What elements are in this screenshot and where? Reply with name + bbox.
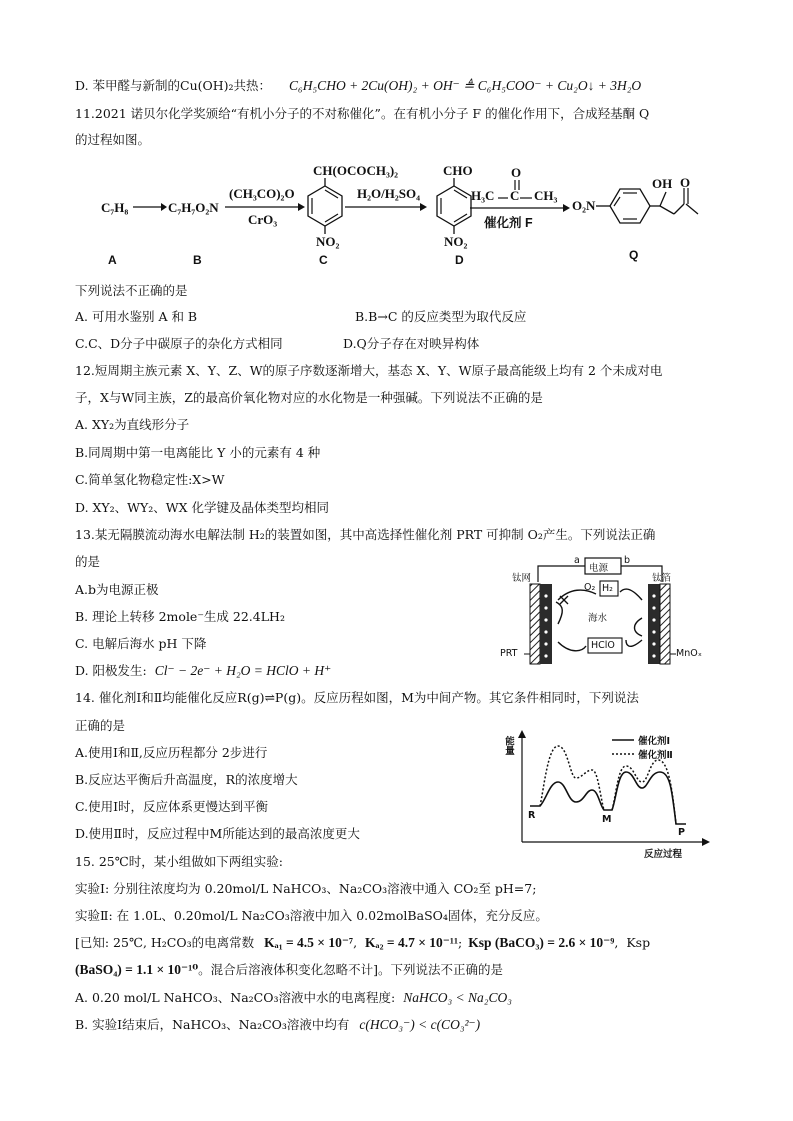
point-r-label: R [528, 810, 536, 821]
reagent-1-bottom: CrO₃ [248, 212, 278, 227]
q14-stem-2: 正确的是 [75, 718, 126, 733]
q14-option-c: C.使用Ⅰ时，反应体系更慢达到平衡 [75, 799, 269, 814]
q15-option-a-relation: NaHCO₃ < Na₂CO₃ [403, 990, 512, 1005]
mnox-label: MnOₓ [676, 648, 702, 659]
arrow-c-d [345, 200, 427, 214]
electrolysis-cell-diagram [500, 552, 700, 670]
titanium-foil-label: 钛箔 [652, 573, 672, 584]
q13-option-b: B. 理论上转移 2mole⁻生成 22.4LH₂ [75, 609, 285, 624]
acetone-oxygen: O [511, 165, 522, 180]
q11-option-b: B.B→C 的反应类型为取代反应 [355, 309, 527, 324]
q12-stem-2: 子，X与W同主族，Z的最高价氧化物对应的水化物是一种强碱。下列说法不正确的是 [75, 390, 543, 405]
hydrogen-label: H₂ [602, 583, 613, 594]
q15-experiment-1: 实验Ⅰ: 分别往浓度均为 0.20mol/L NaHCO₃、Na₂CO₃溶液中通入 CO₂至 pH=7; [75, 881, 537, 896]
ksp-baco3-value: Ksp (BaCO₃) = 2.6 × 10⁻⁹ [468, 935, 615, 950]
label-q: Q [629, 248, 639, 262]
q12-option-b: B.同周期中第一电离能比 Y 小的元素有 4 种 [75, 445, 321, 460]
ksp-baso4-value: (BaSO₄) = 1.1 × 10⁻¹⁰ [75, 962, 199, 977]
acetone-left-methyl: H₃C [471, 188, 495, 203]
arrow-a-b [131, 200, 167, 214]
q11-option-a: A. 可用水鉴别 A 和 B [75, 309, 198, 324]
q13-stem-2: 的是 [75, 554, 101, 569]
q13-option-c: C. 电解后海水 pH 下降 [75, 636, 207, 651]
q14-stem-1: 14. 催化剂Ⅰ和Ⅱ均能催化反应R(g)⇌P(g)。反应历程如图，M为中间产物。其它条件相同时，下列说法 [75, 690, 639, 705]
ka2-value: Kₐ₂ = 4.7 × 10⁻¹¹ [365, 935, 459, 950]
compound-c-benzene-ring [300, 178, 350, 234]
acetone-carbonyl-carbon: C [510, 188, 520, 203]
hclo-label: HClO [591, 640, 615, 651]
q11-stem-2: 的过程如图。 [75, 132, 151, 147]
reaction-coordinate-label: 反应过程 [644, 849, 683, 860]
q13-anode-equation: Cl⁻ − 2e⁻ + H₂O = HClO + H⁺ [154, 663, 332, 678]
oxygen-label: O₂ [584, 582, 596, 593]
point-p-label: P [678, 827, 685, 838]
compound-c-substituent: CH(OCOCH₃)₂ [313, 163, 399, 178]
q10-option-d: D. 苯甲醛与新制的Cu(OH)₂共热： C₆H₅CHO + 2Cu(OH)₂ + OH⁻ ≜ C₆H₅COO⁻ + Cu₂O↓ + 3H₂O [75, 78, 642, 93]
energy-axis-label: 能量 [503, 736, 514, 755]
reagent-1-top: (CH₃CO)₂O [229, 186, 295, 201]
q15-option-a: A. 0.20 mol/L NaHCO₃、Na₂CO₃溶液中水的电离程度: NaHCO₃ < Na₂CO₃ [75, 990, 512, 1005]
q12-option-d: D. XY₂、WY₂、WX 化学键及晶体类型均相同 [75, 500, 330, 515]
acetone-bonds [496, 195, 536, 201]
q13-option-d: D. 阳极发生: Cl⁻ − 2e⁻ + H₂O = HClO + H⁺ [75, 663, 332, 678]
compound-d-nitro: NO₂ [444, 234, 468, 249]
point-m-label: M [602, 814, 612, 825]
product-q-carbonyl-oxygen: O [680, 175, 691, 190]
q13-stem-1: 13.某无隔膜流动海水电解法制 H₂的装置如图，其中高选择性催化剂 PRT 可抑制 O₂产生。下列说法正确 [75, 527, 656, 542]
ksp-label: Ksp [626, 935, 651, 950]
product-q-hydroxyl: OH [652, 176, 673, 191]
label-b: B [193, 253, 202, 267]
terminal-b-label: b [624, 555, 631, 566]
prt-catalyst-label: PRT [500, 648, 518, 659]
legend-catalyst-2: 催化剂Ⅱ [638, 750, 673, 761]
q15-option-b-relation: c(HCO₃⁻) < c(CO₃²⁻) [359, 1017, 481, 1032]
compound-c-nitro: NO₂ [316, 234, 340, 249]
q10-equation: C₆H₅CHO + 2Cu(OH)₂ + OH⁻ ≜ C₆H₅COO⁻ + Cu₂O↓ + 3H₂O [289, 78, 642, 93]
reaction-energy-diagram [500, 730, 710, 860]
q14-option-d: D.使用Ⅱ时，反应过程中M所能达到的最高浓度更大 [75, 826, 360, 841]
q11-question: 下列说法不正确的是 [75, 283, 188, 298]
compound-a-formula: C₇H₈ [101, 200, 129, 215]
q15-stem: 15. 25℃时，某小组做如下两组实验: [75, 854, 283, 869]
energy-diagram-drawing [500, 730, 710, 860]
reagent-2-top: H₂O/H₂SO₄ [357, 186, 420, 201]
q12-stem-1: 12.短周期主族元素 X、Y、Z、W的原子序数逐渐增大，基态 X、Y、W原子最高能级上均有 2 个未成对电 [75, 363, 663, 378]
terminal-a-label: a [574, 555, 580, 566]
titanium-mesh-label: 钛网 [512, 573, 532, 584]
acetone-right-methyl: CH₃ [534, 188, 558, 203]
q11-option-c: C.C、D分子中碳原子的杂化方式相同 [75, 336, 283, 351]
q15-option-b: B. 实验Ⅰ结束后，NaHCO₃、Na₂CO₃溶液中均有 c(HCO₃⁻) < c(CO₃²⁻) [75, 1017, 481, 1032]
q14-option-a: A.使用Ⅰ和Ⅱ,反应历程都分 2步进行 [75, 745, 268, 760]
q15-experiment-2: 实验Ⅱ: 在 1.0L、0.20mol/L Na₂CO₃溶液中加入 0.02molBaSO₄固体，充分反应。 [75, 908, 548, 923]
label-d: D [455, 253, 464, 267]
q12-option-c: C.简单氢化物稳定性:X>W [75, 472, 225, 487]
label-c: C [319, 253, 328, 267]
ka1-value: Kₐ₁ = 4.5 × 10⁻⁷ [264, 935, 354, 950]
catalyst-f-label: 催化剂 F [484, 216, 533, 230]
q11-stem-1: 11.2021 诺贝尔化学奖颁给“有机小分子的不对称催化”。在有机小分子 F 的催化作用下，合成羟基酮 Q [75, 106, 650, 121]
seawater-label: 海水 [588, 613, 608, 624]
q13-option-a: A.b为电源正极 [75, 582, 159, 597]
product-q-nitro: O₂N [572, 198, 596, 213]
q14-option-b: B.反应达平衡后升高温度，R的浓度增大 [75, 772, 298, 787]
power-source-label: 电源 [589, 563, 609, 574]
legend-catalyst-1: 催化剂Ⅰ [638, 736, 671, 747]
arrow-d-q [470, 203, 570, 213]
label-a: A [108, 253, 117, 267]
q15-known-line-1: [已知: 25℃, H₂CO₃的电离常数 Kₐ₁ = 4.5 × 10⁻⁷, Kₐ₂ = 4.7 × 10⁻¹¹; Ksp (BaCO₃) = 2.6 × 10⁻⁹, Ksp [75, 935, 651, 950]
q11-option-d: D.Q分子存在对映异构体 [343, 336, 480, 351]
q15-known-line-2: (BaSO₄) = 1.1 × 10⁻¹⁰。混合后溶液体积变化忽略不计]。下列说法不正确的是 [75, 962, 504, 977]
q12-option-a: A. XY₂为直线形分子 [75, 417, 190, 432]
compound-b-formula: C₇H₇O₂N [168, 200, 219, 215]
compound-d-aldehyde: CHO [443, 163, 473, 178]
